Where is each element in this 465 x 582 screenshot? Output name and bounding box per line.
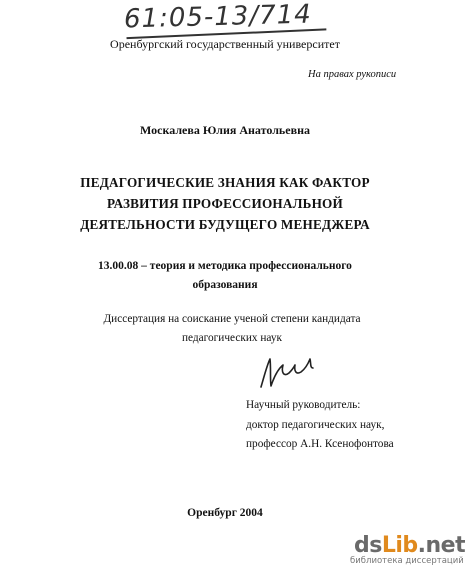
degree-statement [0,310,464,348]
specialty-code [0,257,450,295]
supervisor-line: доктор педагогических наук, [246,418,385,431]
dissertation-title [0,172,450,235]
title-line: ДЕЯТЕЛЬНОСТИ БУДУЩЕГО МЕНЕДЖЕРА [80,217,370,232]
specialty-line: образования [192,279,258,291]
handwritten-signature [258,353,318,391]
watermark-subtitle: библиотека диссертаций [350,556,464,566]
handwritten-archive-number [124,0,313,34]
title-line: РАЗВИТИЯ ПРОФЕССИОНАЛЬНОЙ [107,196,343,211]
supervisor-line: Научный руководитель: [246,399,361,411]
rights-note: На правах рукописи [308,69,397,80]
university-name: Оренбургский государственный университет [110,37,340,51]
city-year: Оренбург 2004 [187,507,263,519]
title-line: ПЕДАГОГИЧЕСКИЕ ЗНАНИЯ КАК ФАКТОР [80,175,370,190]
author-name: Москалева Юлия Анатольевна [139,123,310,137]
scientific-supervisor [246,396,394,455]
degree-line: Диссертация на соискание ученой степени кандидата [103,313,361,325]
logo-part-ds: ds [354,533,382,558]
handwritten-number-text: 61:05-13/714 [123,0,313,35]
dslib-watermark [350,533,465,582]
specialty-line: 13.00.08 – теория и методика профессионального [98,260,352,272]
logo-part-lib: Lib [381,533,418,558]
degree-line: педагогических наук [182,332,282,344]
supervisor-line: профессор А.Н. Ксенофонтова [246,438,394,450]
logo-part-net: .net [417,533,465,558]
